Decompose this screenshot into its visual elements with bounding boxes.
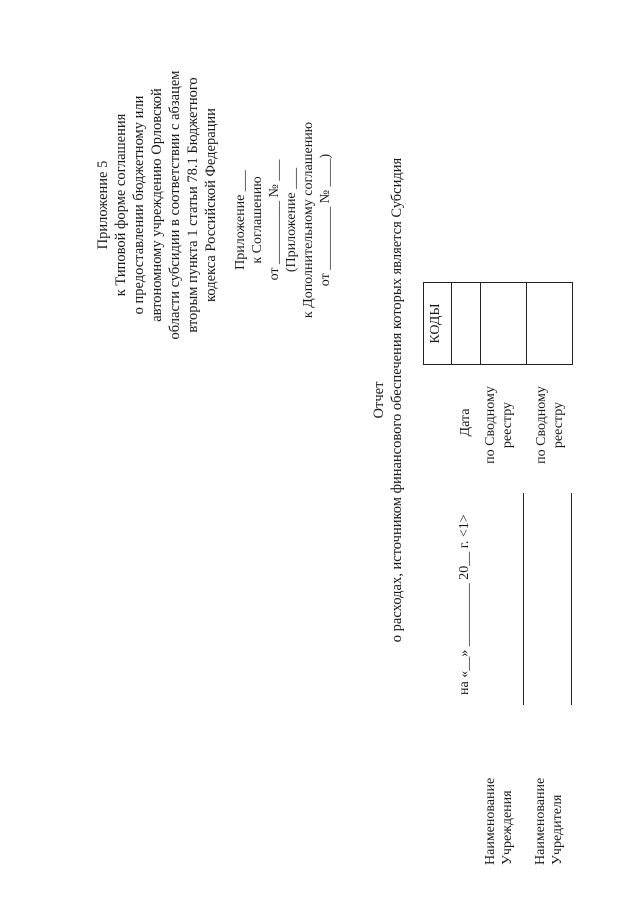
report-title: Отчет: [371, 381, 387, 419]
report-title-block: [370, 80, 406, 720]
agreement-line: к Дополнительному соглашению: [301, 121, 316, 319]
appendix-line: вторым пункта 1 статьи 78.1 Бюджетного: [185, 77, 201, 333]
report-subtitle: о расходах, источником финансового обеспечения которых является Субсидия: [389, 157, 405, 643]
code-cell-institution[interactable]: [480, 283, 525, 364]
code-cell-founder[interactable]: [526, 283, 572, 364]
date-label: Дата: [458, 408, 473, 437]
appendix-line: к Типовой форме соглашения: [113, 113, 129, 297]
appendix-line: кодекса Российской Федерации: [203, 108, 219, 302]
appendix-line: автономному учреждению Орловской: [149, 88, 165, 322]
appendix-line: области субсидии в соответствии с абзацем: [167, 70, 183, 340]
agreement-line: от _________ № ____): [318, 153, 333, 287]
institution-label: Наименование Учреждения: [483, 777, 515, 865]
registry-label-institution: по Сводному реестру: [483, 386, 515, 464]
agreement-block: [232, 95, 334, 345]
institution-input-line[interactable]: [523, 493, 524, 705]
agreement-line: (Приложение ___: [284, 167, 299, 273]
appendix-line: о предоставлении бюджетному или: [131, 95, 147, 315]
agreement-line: к Соглашению: [250, 176, 265, 264]
code-cell-date[interactable]: [451, 283, 479, 364]
agreement-line: Приложение ___: [233, 170, 248, 270]
codes-header: КОДЫ: [428, 303, 443, 344]
appendix-number: Приложение 5: [95, 160, 111, 250]
agreement-line: от _________ № ___: [267, 159, 282, 281]
founder-input-line[interactable]: [571, 493, 572, 705]
registry-label-founder: по Сводному реестру: [534, 386, 566, 464]
founder-label: Наименование Учредителя: [533, 777, 565, 865]
appendix-block: [94, 55, 220, 355]
report-date-line: на «__» _________ 20__ г. <1>: [457, 514, 472, 695]
